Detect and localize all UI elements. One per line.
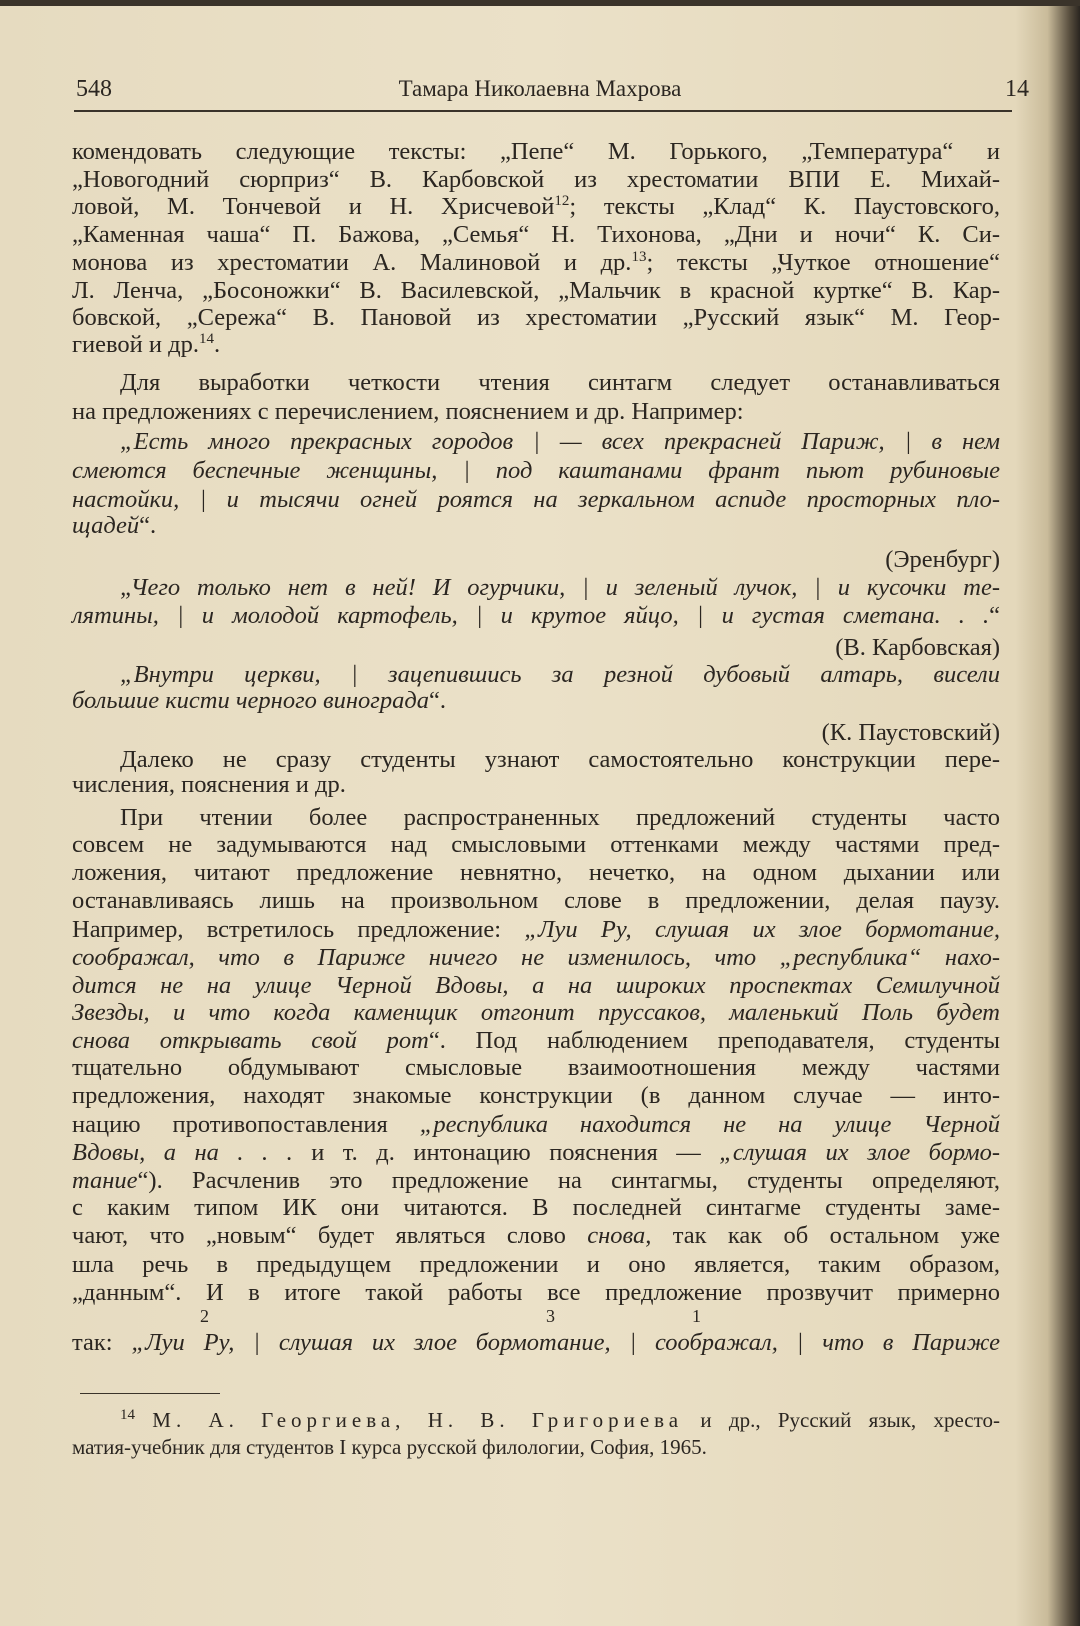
- text-span: комендовать следующие тексты: „Пепе“ М. Горького, „Температура“ и: [72, 138, 1000, 165]
- text-line: [72, 831, 1000, 859]
- text-line: [72, 486, 1000, 514]
- text-span: числения, пояснения и др.: [72, 771, 346, 798]
- italic-quote: „Чего только нет в ней! И огурчики, | и зеленый лучок, | и кусочки те-: [120, 574, 1000, 601]
- chapter-number: 14: [1005, 76, 1029, 102]
- text-span: Л. Ленча, „Босоножки“ В. Василевской, „Мальчик в красной куртке“ В. Кар-: [72, 277, 1000, 304]
- text-line: [72, 1222, 1000, 1250]
- text-line: [72, 1054, 1000, 1082]
- text-span: (Эренбург): [885, 546, 1000, 573]
- italic-quote: „Есть много прекрасных городов | — всех прекрасней Париж, | в нем: [120, 428, 1000, 455]
- text-line: [72, 428, 1000, 456]
- text-line: [72, 1279, 1000, 1307]
- text-line: [72, 1111, 1000, 1139]
- text-span: Далеко не сразу студенты узнают самостоятельно конструкции пере-: [120, 746, 1000, 773]
- italic-quote: настойки, | и тысячи огней роятся на зеркальном аспиде просторных пло-: [72, 486, 1000, 513]
- text-line: [72, 859, 1000, 887]
- stress-mark-1: 1: [692, 1306, 701, 1326]
- italic-quote: Вдовы, а на . . .: [72, 1139, 293, 1166]
- text-span: “: [989, 602, 1000, 629]
- text-span: Например, встретилось предложение:: [72, 916, 525, 943]
- text-line: [72, 277, 1000, 305]
- text-line: [72, 304, 1000, 332]
- text-line: [72, 546, 1000, 574]
- text-span: с каким типом ИК они читаются. В последней синтагме студенты заме-: [72, 1194, 1000, 1221]
- stress-mark-3: 3: [546, 1306, 555, 1326]
- text-line: [72, 331, 1000, 359]
- text-span: „Новогодний сюрприз“ В. Карбовской из хрестоматии ВПИ Е. Михай-: [72, 166, 1000, 193]
- text-line: [72, 1139, 1000, 1167]
- italic-quote: „Луи Ру, | слушая их злое бормотание, | соображал, | что в Париже: [131, 1329, 1001, 1356]
- footnote-line: [72, 1433, 1000, 1461]
- text-line: [72, 602, 1000, 630]
- text-span: При чтении более распространенных предложений студенты часто: [120, 804, 1000, 831]
- italic-quote: щадей: [72, 512, 140, 539]
- text-line: [72, 1329, 1000, 1357]
- text-line: [72, 634, 1000, 662]
- text-line: [72, 1167, 1000, 1195]
- stress-mark-2: 2: [200, 1306, 209, 1326]
- text-line: [72, 771, 1000, 799]
- text-line: [72, 166, 1000, 194]
- text-span: и др., Русский язык, хресто-: [683, 1408, 1001, 1432]
- text-line: [72, 972, 1000, 1000]
- footnote-line: [72, 1406, 1000, 1434]
- text-span: нацию противопоставления: [72, 1111, 420, 1138]
- text-span: (К. Паустовский): [821, 719, 1000, 746]
- text-line: [72, 887, 1000, 915]
- text-span: “. Под наблюдением преподавателя, студенты: [428, 1027, 1000, 1054]
- text-line: [72, 138, 1000, 166]
- text-span: чают, что „новым“ будет являться слово: [72, 1222, 588, 1249]
- text-span: „Каменная чаша“ П. Бажова, „Семья“ Н. Тихонова, „Дни и ночи“ К. Си-: [72, 221, 1000, 248]
- text-span: ложения, читают предложение невнятно, нечетко, на одном дыхании или: [72, 859, 1000, 886]
- header-rule: [74, 110, 1012, 112]
- text-span: .: [214, 331, 221, 358]
- text-line: [72, 1194, 1000, 1222]
- italic-quote: большие кисти черного винограда: [72, 687, 430, 714]
- text-span: матия-учебник для студентов I курса русской филологии, София, 1965.: [72, 1435, 707, 1459]
- italic-quote: тание: [72, 1167, 138, 1194]
- text-span: шла речь в предыдущем предложении и оно является, таким образом,: [72, 1251, 1000, 1278]
- text-line: [72, 369, 1000, 397]
- text-span: “.: [429, 687, 447, 714]
- text-span: на предложениях с перечислением, пояснением и др. Например:: [72, 398, 744, 425]
- text-span: [135, 1408, 152, 1432]
- text-span: “.: [139, 512, 157, 539]
- text-span: ; тексты „Чуткое отношение“: [646, 249, 1000, 276]
- text-span: монова из хрестоматии А. Малиновой и др.: [72, 249, 632, 276]
- italic-quote: снова,: [587, 1222, 652, 1249]
- text-line: [72, 574, 1000, 602]
- text-span: Для выработки четкости чтения синтагм следует останавливаться: [120, 369, 1000, 396]
- footnote-ref: 12: [554, 192, 570, 209]
- text-line: [72, 193, 1000, 221]
- italic-quote: „республика находится не на улице Черной: [419, 1111, 1000, 1138]
- text-line: [72, 746, 1000, 774]
- page-top-edge: [0, 0, 1080, 6]
- page-number: 548: [76, 76, 112, 102]
- text-line: [72, 1027, 1000, 1055]
- text-span: так как об остальном уже: [651, 1222, 1000, 1249]
- text-span: ; тексты „Клад“ К. Паустовского,: [569, 193, 1000, 220]
- text-line: [72, 661, 1000, 689]
- text-line: [72, 719, 1000, 747]
- text-line: [72, 457, 1000, 485]
- text-line: [72, 1082, 1000, 1110]
- italic-quote: Звезды, и что когда каменщик отгонит пруссаков, маленький Поль будет: [72, 999, 1000, 1026]
- text-line: [72, 687, 1000, 715]
- text-span: совсем не задумываются над смысловыми оттенками между частями пред-: [72, 831, 1000, 858]
- text-line: [72, 1251, 1000, 1279]
- text-line: [72, 804, 1000, 832]
- text-span: ловой, М. Тончевой и Н. Хрисчевой: [72, 193, 555, 220]
- footnote-ref: 14: [120, 1407, 135, 1423]
- footnote-ref: 14: [199, 330, 214, 347]
- text-line: [72, 944, 1000, 972]
- italic-quote: „Луи Ру, слушая их злое бормотание,: [524, 916, 1000, 943]
- text-line: [72, 398, 1000, 426]
- text-span: гиевой и др.: [72, 331, 199, 358]
- footnote-rule: [80, 1393, 220, 1394]
- text-span: М. А. Георгиева, Н. В. Григориева: [152, 1408, 684, 1432]
- italic-quote: „Внутри церкви, | зацепившись за резной дубовый алтарь, висели: [120, 661, 1000, 688]
- text-span: бовской, „Сережа“ В. Пановой из хрестоматии „Русский язык“ М. Геор-: [72, 304, 1000, 331]
- italic-quote: лятины, | и молодой картофель, | и крутое яйцо, | и густая сметана. . .: [72, 602, 990, 629]
- text-span: предложения, находят знакомые конструкции (в данном случае — инто-: [72, 1082, 1000, 1109]
- running-title: Тамара Николаевна Махрова: [398, 76, 682, 101]
- text-line: [72, 512, 1000, 540]
- text-span: тщательно обдумывают смысловые взаимоотношения между частями: [72, 1054, 1000, 1081]
- text-line: [72, 221, 1000, 249]
- text-span: “). Расчленив это предложение на синтагмы, студенты определяют,: [137, 1167, 1000, 1194]
- text-span: „данным“. И в итоге такой работы все предложение прозвучит примерно: [72, 1279, 1000, 1306]
- italic-quote: дится не на улице Черной Вдовы, а на широких проспектах Семилучной: [72, 972, 1000, 999]
- text-line: [72, 249, 1000, 277]
- text-span: останавливаясь лишь на произвольном слове в предложении, делая паузу.: [72, 887, 1000, 914]
- text-span: и т. д. интонацию пояснения —: [292, 1139, 720, 1166]
- text-line: [72, 999, 1000, 1027]
- footnote-ref: 13: [631, 248, 647, 265]
- italic-quote: „слушая их злое бормо-: [719, 1139, 1001, 1166]
- text-span: (В. Карбовская): [835, 634, 1000, 661]
- italic-quote: снова открывать свой рот: [72, 1027, 429, 1054]
- italic-quote: соображал, что в Париже ничего не изменилось, что „республика“ нахо-: [72, 944, 1000, 971]
- text-span: так:: [72, 1329, 132, 1356]
- italic-quote: смеются беспечные женщины, | под каштанами франт пьют рубиновые: [72, 457, 1000, 484]
- text-line: [72, 916, 1000, 944]
